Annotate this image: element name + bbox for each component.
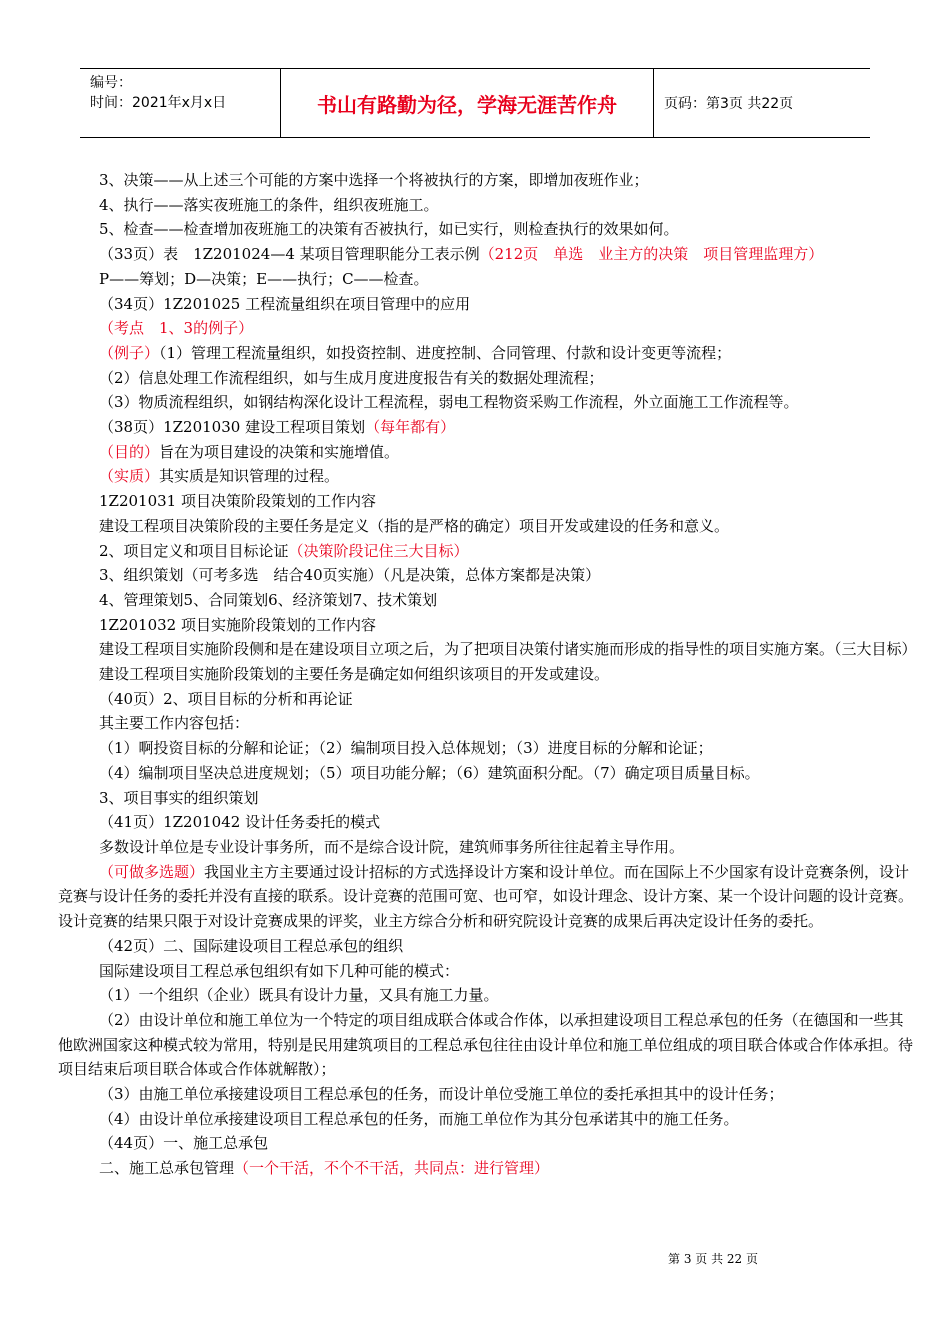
paragraph-line bbox=[78, 366, 918, 391]
body-text: （44页）一、施工总承包 bbox=[99, 1134, 269, 1153]
paragraph-line bbox=[78, 1082, 918, 1107]
paragraph-line bbox=[78, 217, 918, 242]
paragraph-line bbox=[78, 242, 918, 267]
paragraph-line bbox=[78, 563, 918, 588]
body-text: （4）由设计单位承接建设项目工程总承包的任务，而施工单位作为其分包承诺其中的施工任务。 bbox=[99, 1109, 739, 1128]
paragraph-line bbox=[78, 539, 918, 564]
paragraph-line bbox=[78, 514, 918, 539]
body-text: （42页）二、国际建设项目工程总承包的组织 bbox=[99, 936, 404, 955]
body-text: 1Z201032 项目实施阶段策划的工作内容 bbox=[99, 615, 376, 634]
paragraph-line bbox=[78, 736, 918, 761]
body-text: （1）一个组织（企业）既具有设计力量，又具有施工力量。 bbox=[99, 986, 499, 1005]
body-text: 多数设计单位是专业设计事务所，而不是综合设计院，建筑师事务所往往起着主导作用。 bbox=[99, 837, 685, 856]
paragraph-line bbox=[78, 292, 918, 317]
paragraph-line bbox=[78, 1131, 918, 1156]
body-text: （1）管理工程流量组织，如投资控制、进度控制、合同管理、付款和设计变更等流程； bbox=[159, 343, 732, 362]
highlight-note: （一个干活，不个不干活，共同点：进行管理） bbox=[234, 1159, 550, 1178]
header-page-number: 页码：第3页 共22页 bbox=[664, 96, 794, 112]
body-text: 建设工程项目实施阶段侧和是在建设项目立项之后，为了把项目决策付诸实施而形成的指导性的项目实施方案。（三大目标） bbox=[99, 640, 917, 659]
paragraph-line bbox=[78, 959, 918, 984]
body-text: （38页）1Z201030 建设工程项目策划 bbox=[99, 418, 366, 437]
highlight-note: （实质） bbox=[99, 467, 160, 486]
body-text: 建设工程项目决策阶段的主要任务是定义（指的是严格的确定）项目开发或建设的任务和意义。 bbox=[99, 516, 730, 535]
paragraph-line bbox=[58, 637, 918, 662]
body-text: 我国业主方主要通过设计招标的方式选择设计方案和设计单位。而在国际上不少国家有设计竞赛条例，设计竞赛与设计任务的委托并没有直接的联系。设计竞赛的范围可宽、也可窄，如设计理念、设计方案、某一个设计问题的设计竞赛。设计竞赛的结果只限于对设计竞赛成果的评奖，业主方综合分析和研究院设计竞赛的成果后再决定设计任务的委托。 bbox=[58, 862, 914, 931]
document-date-label: 时间：2021年x月x日 bbox=[90, 95, 227, 111]
body-text: （3）由施工单位承接建设项目工程总承包的任务，而设计单位受施工单位的委托承担其中的设计任务； bbox=[99, 1085, 784, 1104]
paragraph-line bbox=[78, 662, 918, 687]
body-text: （3）物质流程组织，如钢结构深化设计工程流程，弱电工程物资采购工作流程，外立面施工工作流程等。 bbox=[99, 393, 799, 412]
body-text: 其主要工作内容包括： bbox=[99, 714, 250, 733]
paragraph-line bbox=[78, 390, 918, 415]
highlight-note: （决策阶段记住三大目标） bbox=[288, 541, 469, 560]
body-text: 建设工程项目实施阶段策划的主要任务是确定如何组织该项目的开发或建设。 bbox=[99, 665, 610, 684]
body-text: 4、管理策划5、合同策划6、经济策划7、技术策划 bbox=[99, 590, 438, 609]
paragraph-line bbox=[78, 934, 918, 959]
highlight-note: （目的） bbox=[99, 442, 160, 461]
body-text: 3、项目事实的组织策划 bbox=[99, 788, 259, 807]
body-text: （4）编制项目坚决总进度规划；（5）项目功能分解；（6）建筑面积分配。（7）确定项目质量目标。 bbox=[99, 763, 760, 782]
paragraph-line bbox=[78, 415, 918, 440]
paragraph-line bbox=[78, 786, 918, 811]
paragraph-line bbox=[78, 168, 918, 193]
paragraph-line bbox=[78, 440, 918, 465]
paragraph-line bbox=[78, 687, 918, 712]
body-text: 3、组织策划（可考多选 结合40页实施）（凡是决策，总体方案都是决策） bbox=[99, 566, 601, 585]
paragraph-line bbox=[78, 761, 918, 786]
body-text: （2）信息处理工作流程组织，如与生成月度进度报告有关的数据处理流程； bbox=[99, 368, 604, 387]
body-text: （33页）表 1Z201024—4 某项目管理职能分工表示例 bbox=[99, 245, 480, 264]
page-header bbox=[80, 68, 870, 138]
paragraph-line bbox=[78, 464, 918, 489]
paragraph-line bbox=[78, 489, 918, 514]
body-text: 1Z201031 项目决策阶段策划的工作内容 bbox=[99, 492, 376, 511]
highlight-note: （可做多选题） bbox=[99, 862, 205, 881]
paragraph-line bbox=[78, 1156, 918, 1181]
paragraph-line bbox=[58, 860, 918, 934]
paragraph-line bbox=[78, 983, 918, 1008]
page-footer: 第 3 页 共 22 页 bbox=[668, 1252, 758, 1266]
body-text: 4、执行——落实夜班施工的条件，组织夜班施工。 bbox=[99, 195, 439, 214]
paragraph-line bbox=[78, 835, 918, 860]
body-text: 其实质是知识管理的过程。 bbox=[159, 467, 340, 486]
paragraph-line bbox=[78, 193, 918, 218]
paragraph-line bbox=[78, 341, 918, 366]
highlight-note: （例子） bbox=[99, 343, 160, 362]
body-text: 3、决策——从上述三个可能的方案中选择一个将被执行的方案，即增加夜班作业； bbox=[99, 171, 649, 189]
paragraph-line bbox=[78, 613, 918, 638]
document-number-label: 编号： bbox=[90, 75, 132, 91]
paragraph-line bbox=[78, 588, 918, 613]
paragraph-line bbox=[78, 711, 918, 736]
body-text: （40页）2、项目目标的分析和再论证 bbox=[99, 689, 353, 708]
highlight-note: （每年都有） bbox=[365, 418, 456, 437]
document-body bbox=[58, 168, 918, 1181]
body-text: 国际建设项目工程总承包组织有如下几种可能的模式： bbox=[99, 961, 460, 980]
body-text: （34页）1Z201025 工程流量组织在项目管理中的应用 bbox=[99, 294, 471, 313]
body-text: （2）由设计单位和施工单位为一个特定的项目组成联合体或合作体，以承担建设项目工程总承包的任务（在德国和一些其他欧洲国家这种模式较为常用，特别是民用建筑项目的工程总承包往往由设计单位和施工单位组成的项目联合体或合作体承担。待项目结束后项目联合体或合作体就解散）； bbox=[58, 1010, 914, 1079]
highlight-note: （考点 1、3的例子） bbox=[99, 319, 254, 338]
highlight-note: （212页 单选 业主方的决策 项目管理监理方） bbox=[479, 245, 824, 264]
paragraph-line bbox=[78, 1107, 918, 1132]
header-meta bbox=[80, 69, 281, 137]
body-text: P——筹划；D—决策；E——执行；C——检查。 bbox=[99, 269, 429, 288]
paragraph-line bbox=[78, 267, 918, 292]
body-text: 旨在为项目建设的决策和实施增值。 bbox=[159, 442, 400, 461]
body-text: 二、施工总承包管理 bbox=[99, 1159, 235, 1178]
paragraph-line bbox=[78, 316, 918, 341]
paragraph-line bbox=[78, 810, 918, 835]
body-text: （1）啊投资目标的分解和论证；（2）编制项目投入总体规划；（3）进度目标的分解和论证； bbox=[99, 739, 713, 758]
body-text: （41页）1Z201042 设计任务委托的模式 bbox=[99, 813, 381, 832]
header-motto: 书山有路勤为径，学海无涯苦作舟 bbox=[281, 69, 654, 137]
body-text: 2、项目定义和项目目标论证 bbox=[99, 541, 289, 560]
paragraph-line bbox=[58, 1008, 918, 1082]
body-text: 5、检查——检查增加夜班施工的决策有否被执行，如已实行，则检查执行的效果如何。 bbox=[99, 220, 679, 239]
